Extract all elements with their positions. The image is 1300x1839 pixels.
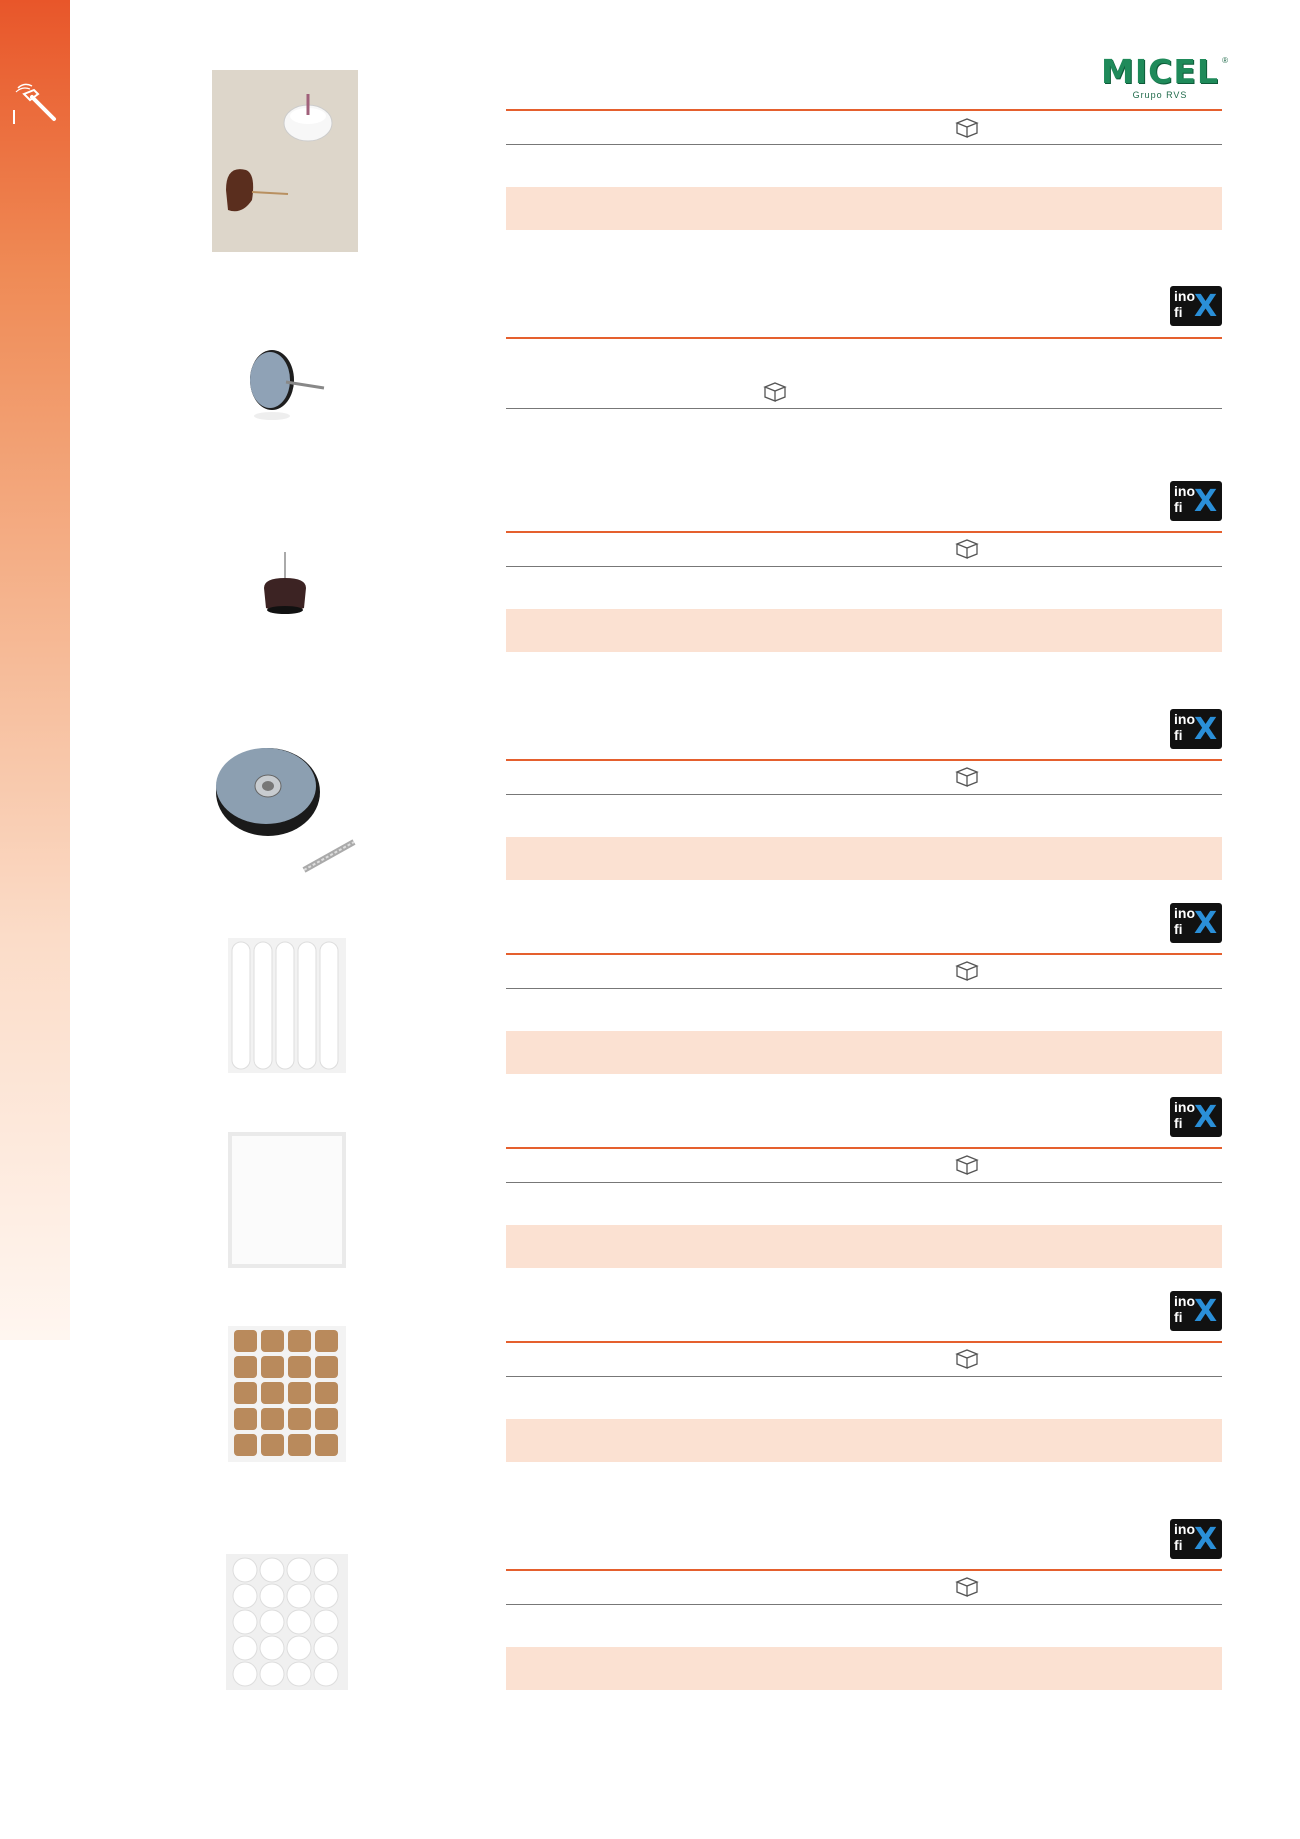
- highlight-band: [506, 1647, 1222, 1690]
- logo-subtitle: Grupo RVS: [1132, 90, 1188, 100]
- section-divider-orange: [506, 1341, 1222, 1343]
- micel-logo: [1090, 52, 1230, 104]
- section-divider-orange: [506, 337, 1222, 339]
- section-divider-gray: [506, 566, 1222, 567]
- highlight-band: [506, 609, 1222, 652]
- section-divider-orange: [506, 1147, 1222, 1149]
- product-photo-screw-glide: [214, 746, 364, 880]
- inofix-badge: ino fi X: [1170, 1519, 1222, 1559]
- section-divider-orange: [506, 759, 1222, 761]
- highlight-band: [506, 1031, 1222, 1074]
- inofix-badge: ino fi X: [1170, 709, 1222, 749]
- highlight-band: [506, 1225, 1222, 1268]
- logo-registered-mark: ®: [1222, 56, 1228, 65]
- box-icon: [954, 1154, 980, 1176]
- highlight-band: [506, 1419, 1222, 1462]
- box-icon: [954, 538, 980, 560]
- section-divider-gray: [506, 1604, 1222, 1605]
- inofix-badge: ino fi X: [1170, 286, 1222, 326]
- inofix-badge: ino fi X: [1170, 903, 1222, 943]
- highlight-band: [506, 187, 1222, 230]
- product-photo-nail-glide: [240, 340, 330, 430]
- section-divider-gray: [506, 1376, 1222, 1377]
- product-photo-felt-squares: [228, 1326, 346, 1462]
- inofix-badge: ino fi X: [1170, 1097, 1222, 1137]
- section-divider-gray: [506, 794, 1222, 795]
- box-icon: [954, 1348, 980, 1370]
- hammer-icon: [10, 80, 60, 130]
- box-icon: [954, 1576, 980, 1598]
- section-divider-orange: [506, 109, 1222, 111]
- box-icon: [954, 960, 980, 982]
- section-divider-orange: [506, 531, 1222, 533]
- section-divider-gray: [506, 988, 1222, 989]
- product-photo-round-pads: [226, 1554, 348, 1690]
- logo-wordmark: MICEL: [1101, 52, 1219, 91]
- inofix-badge: ino fi X: [1170, 481, 1222, 521]
- box-icon: [762, 381, 788, 403]
- highlight-band: [506, 837, 1222, 880]
- section-divider-gray: [506, 408, 1222, 409]
- section-divider-gray: [506, 1182, 1222, 1183]
- product-photo-tack-glides: [212, 70, 358, 252]
- product-photo-felt-sheet: [228, 1132, 346, 1268]
- product-photo-adhesive-strips: [228, 938, 346, 1073]
- box-icon: [954, 766, 980, 788]
- section-divider-orange: [506, 953, 1222, 955]
- product-photo-pin-glide: [258, 548, 322, 618]
- inofix-badge: ino fi X: [1170, 1291, 1222, 1331]
- section-divider-orange: [506, 1569, 1222, 1571]
- box-icon: [954, 117, 980, 139]
- sidebar-accent-strip: [0, 0, 70, 1340]
- section-divider-gray: [506, 144, 1222, 145]
